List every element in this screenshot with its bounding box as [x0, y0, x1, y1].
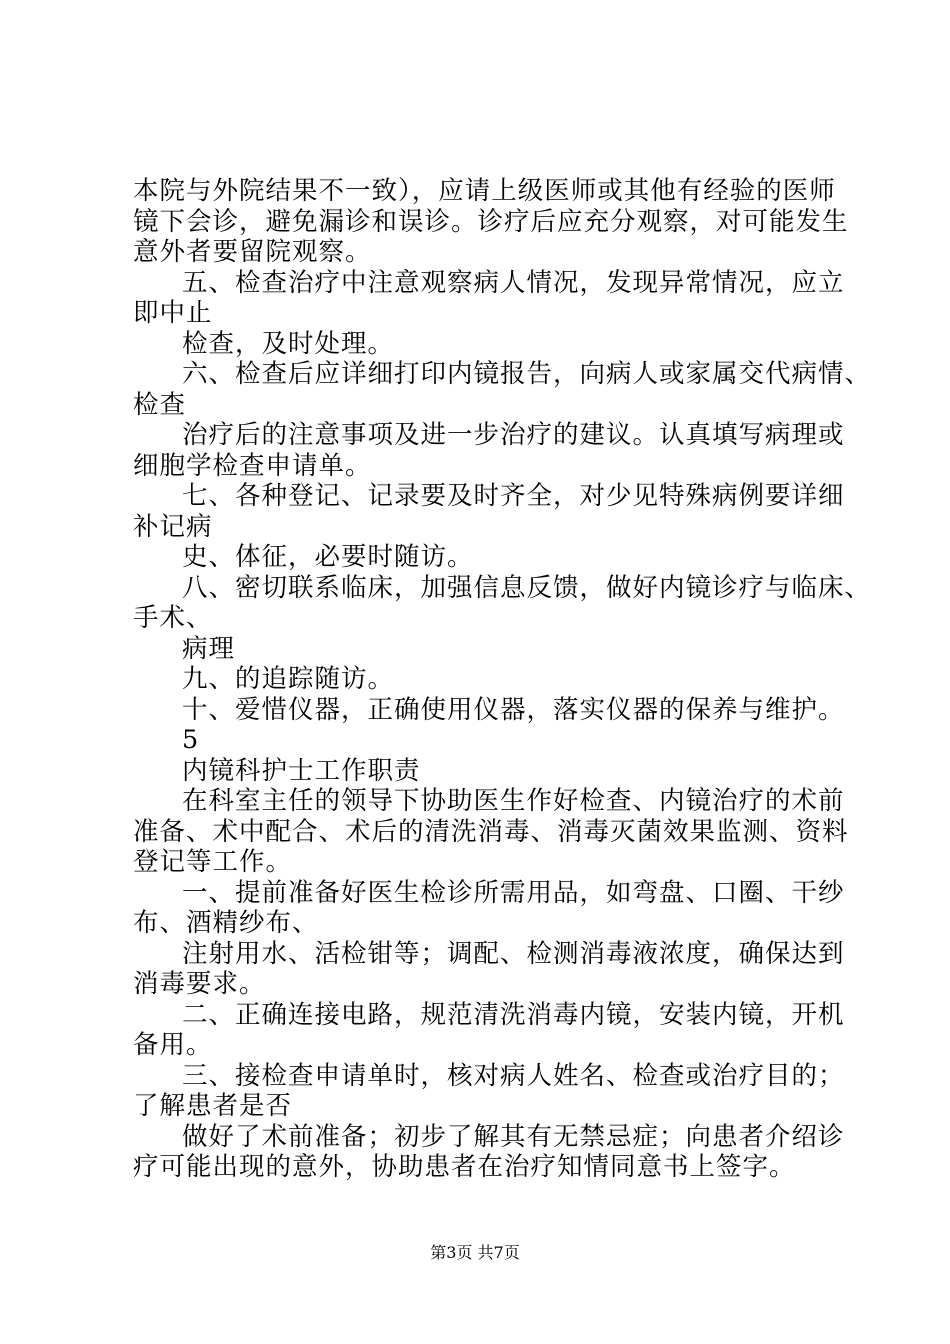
- text-line: 登记等工作。: [133, 847, 293, 877]
- text-line: 消毒要求。: [133, 969, 266, 999]
- text-line: 镜下会诊，避免漏诊和误诊。诊疗后应充分观察，对可能发生: [133, 207, 849, 237]
- text-line: 疗可能出现的意外，协助患者在治疗知情同意书上签字。: [133, 1152, 796, 1182]
- page-number-marker: 5: [182, 725, 200, 755]
- text-line: 意外者要留院观察。: [133, 237, 372, 267]
- text-line: 布、酒精纱布、: [133, 908, 319, 938]
- text-line: 一、提前准备好医生检诊所需用品，如弯盘、口圈、干纱: [182, 878, 845, 908]
- text-line: 准备、术中配合、术后的清洗消毒、消毒灭菌效果监测、资料: [133, 817, 849, 847]
- text-line: 治疗后的注意事项及进一步治疗的建议。认真填写病理或: [182, 420, 845, 450]
- text-line: 九、的追踪随访。: [182, 664, 395, 694]
- text-line: 补记病: [133, 512, 213, 542]
- text-line: 六、检查后应详细打印内镜报告，向病人或家属交代病情、: [182, 359, 872, 389]
- text-line: 三、接检查申请单时，核对病人姓名、检查或治疗目的；: [182, 1061, 845, 1091]
- text-line: 八、密切联系临床，加强信息反馈，做好内镜诊疗与临床、: [182, 573, 872, 603]
- text-line: 检查，及时处理。: [182, 329, 395, 359]
- text-line: 七、各种登记、记录要及时齐全，对少见特殊病例要详细: [182, 481, 845, 511]
- text-line: 注射用水、活检钳等；调配、检测消毒液浓度，确保达到: [182, 939, 845, 969]
- text-line: 了解患者是否: [133, 1091, 293, 1121]
- text-line: 病理: [182, 634, 236, 664]
- text-line: 检查: [133, 390, 187, 420]
- section-heading: 内镜科护士工作职责: [182, 756, 421, 786]
- text-line: 即中止: [133, 298, 213, 328]
- text-line: 五、检查治疗中注意观察病人情况，发现异常情况，应立: [182, 268, 845, 298]
- text-line: 十、爱惜仪器，正确使用仪器，落实仪器的保养与维护。: [182, 695, 845, 725]
- text-line: 二、正确连接电路，规范清洗消毒内镜，安装内镜，开机: [182, 1000, 845, 1030]
- page-footer: 第3页 共7页: [430, 1243, 520, 1262]
- text-line: 在科室主任的领导下协助医生作好检查、内镜治疗的术前: [182, 786, 845, 816]
- text-line: 手术、: [133, 603, 213, 633]
- text-line: 做好了术前准备；初步了解其有无禁忌症；向患者介绍诊: [182, 1122, 845, 1152]
- text-line: 备用。: [133, 1030, 213, 1060]
- text-line: 史、体征，必要时随访。: [182, 542, 474, 572]
- text-line: 细胞学检查申请单。: [133, 451, 372, 481]
- text-line: 本院与外院结果不一致），应请上级医师或其他有经验的医师: [133, 176, 836, 206]
